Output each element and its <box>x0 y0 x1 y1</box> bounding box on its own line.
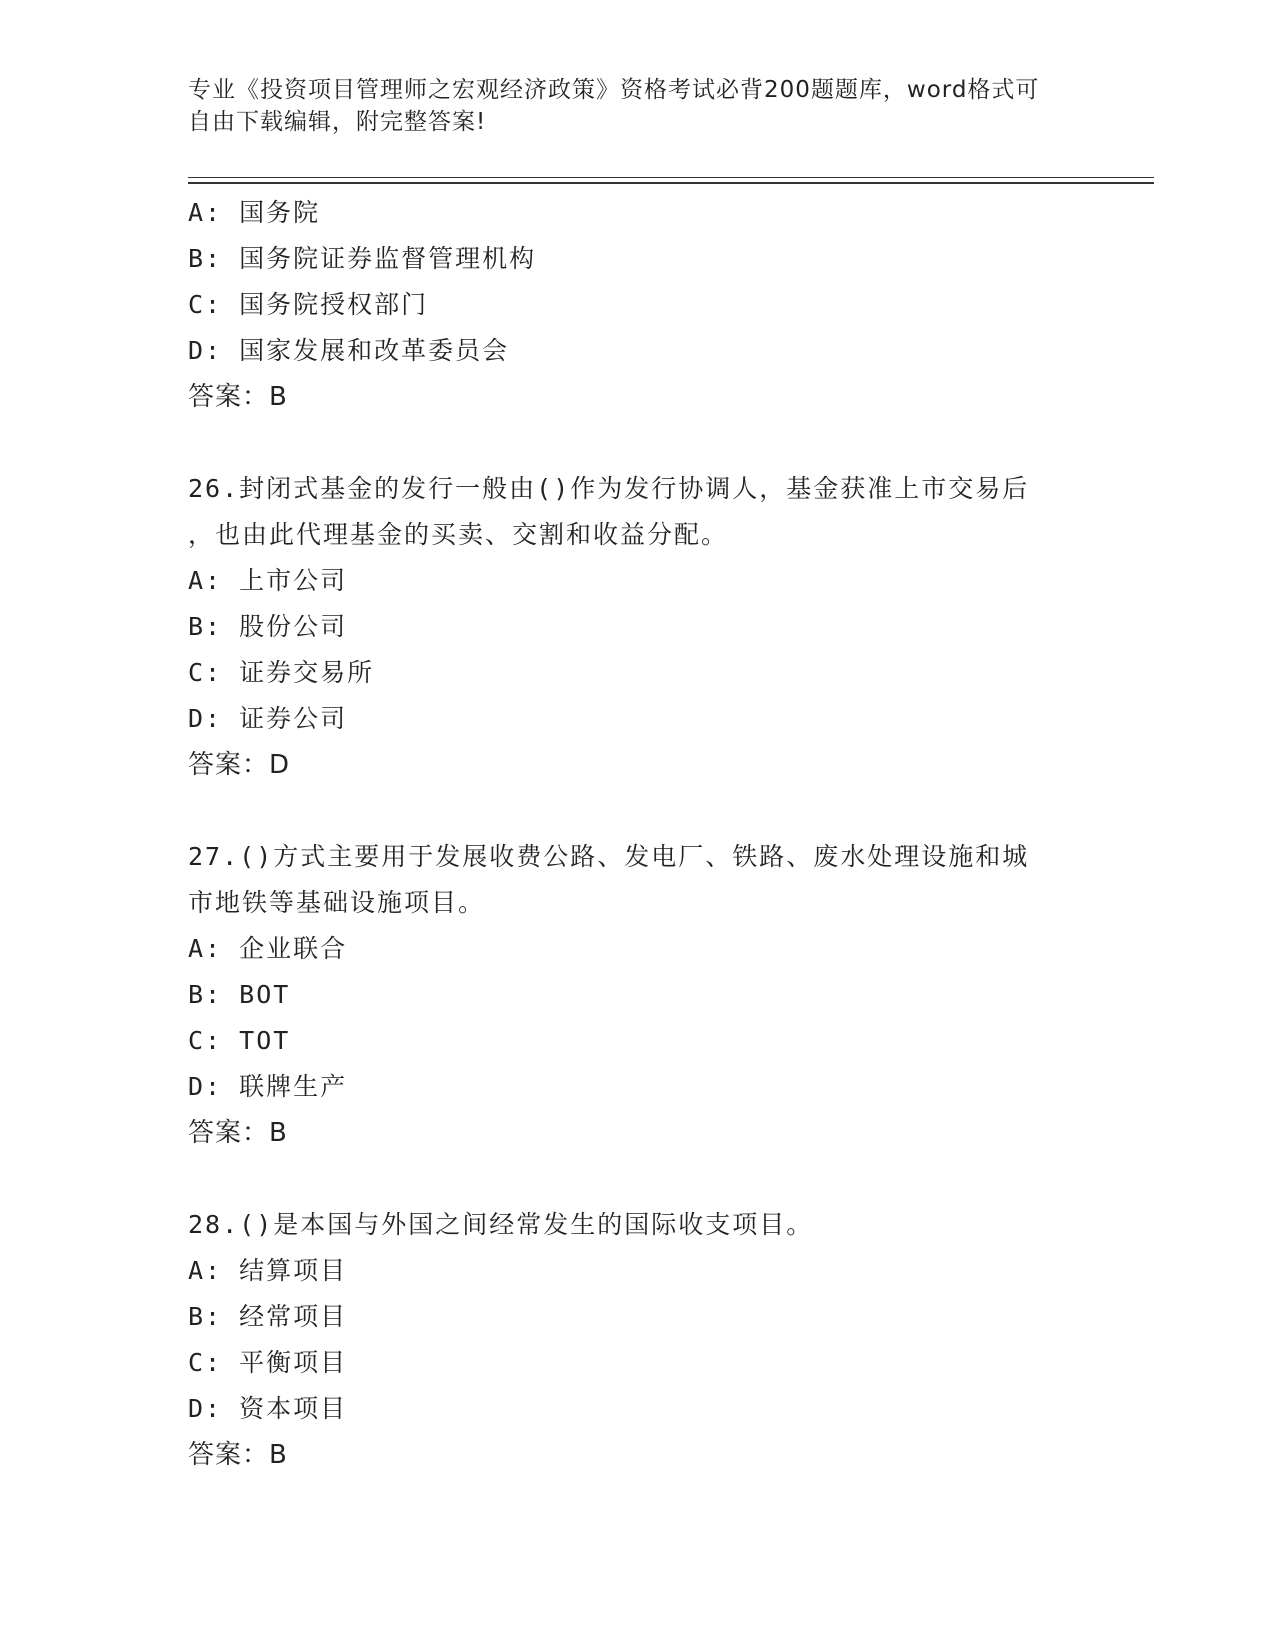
option-b: B: 经常项目 <box>188 1302 348 1331</box>
option-d: D: 联牌生产 <box>188 1072 348 1101</box>
header-line-2: 自由下载编辑，附完整答案! <box>188 109 487 135</box>
question-block-26 <box>188 466 1088 788</box>
option-a: A: 企业联合 <box>188 934 348 963</box>
question-text: 27.()方式主要用于发展收费公路、发电厂、铁路、废水处理设施和城 <box>188 842 1030 871</box>
option-c: C: 平衡项目 <box>188 1348 348 1377</box>
header-line-1: 专业《投资项目管理师之宏观经济政策》资格考试必背200题题库，word格式可 <box>188 77 1040 103</box>
option-b: B: BOT <box>188 980 291 1009</box>
question-text: 28.()是本国与外国之间经常发生的国际收支项目。 <box>188 1210 814 1239</box>
option-a: A: 上市公司 <box>188 566 348 595</box>
question-block-27 <box>188 834 1088 1156</box>
question-text: ，也由此代理基金的买卖、交割和收益分配。 <box>188 520 729 549</box>
option-b: B: 国务院证券监督管理机构 <box>188 244 537 273</box>
question-block-28 <box>188 1202 1088 1478</box>
answer-line: 答案：B <box>188 1118 288 1148</box>
header-divider-thin <box>188 177 1154 178</box>
option-c: C: 国务院授权部门 <box>188 290 429 319</box>
option-a: A: 国务院 <box>188 198 321 227</box>
document-header <box>188 74 1068 138</box>
header-divider-thick <box>188 182 1154 184</box>
answer-line: 答案：B <box>188 382 288 412</box>
option-c: C: 证券交易所 <box>188 658 375 687</box>
answer-line: 答案：D <box>188 750 291 780</box>
option-a: A: 结算项目 <box>188 1256 348 1285</box>
option-d: D: 资本项目 <box>188 1394 348 1423</box>
question-block-25 <box>188 190 1088 420</box>
answer-line: 答案：B <box>188 1440 288 1470</box>
option-b: B: 股份公司 <box>188 612 348 641</box>
question-list <box>188 190 1088 1478</box>
option-c: C: TOT <box>188 1026 291 1055</box>
option-d: D: 证券公司 <box>188 704 348 733</box>
question-text: 26.封闭式基金的发行一般由()作为发行协调人，基金获准上市交易后 <box>188 474 1030 503</box>
option-d: D: 国家发展和改革委员会 <box>188 336 510 365</box>
question-text: 市地铁等基础设施项目。 <box>188 888 486 917</box>
